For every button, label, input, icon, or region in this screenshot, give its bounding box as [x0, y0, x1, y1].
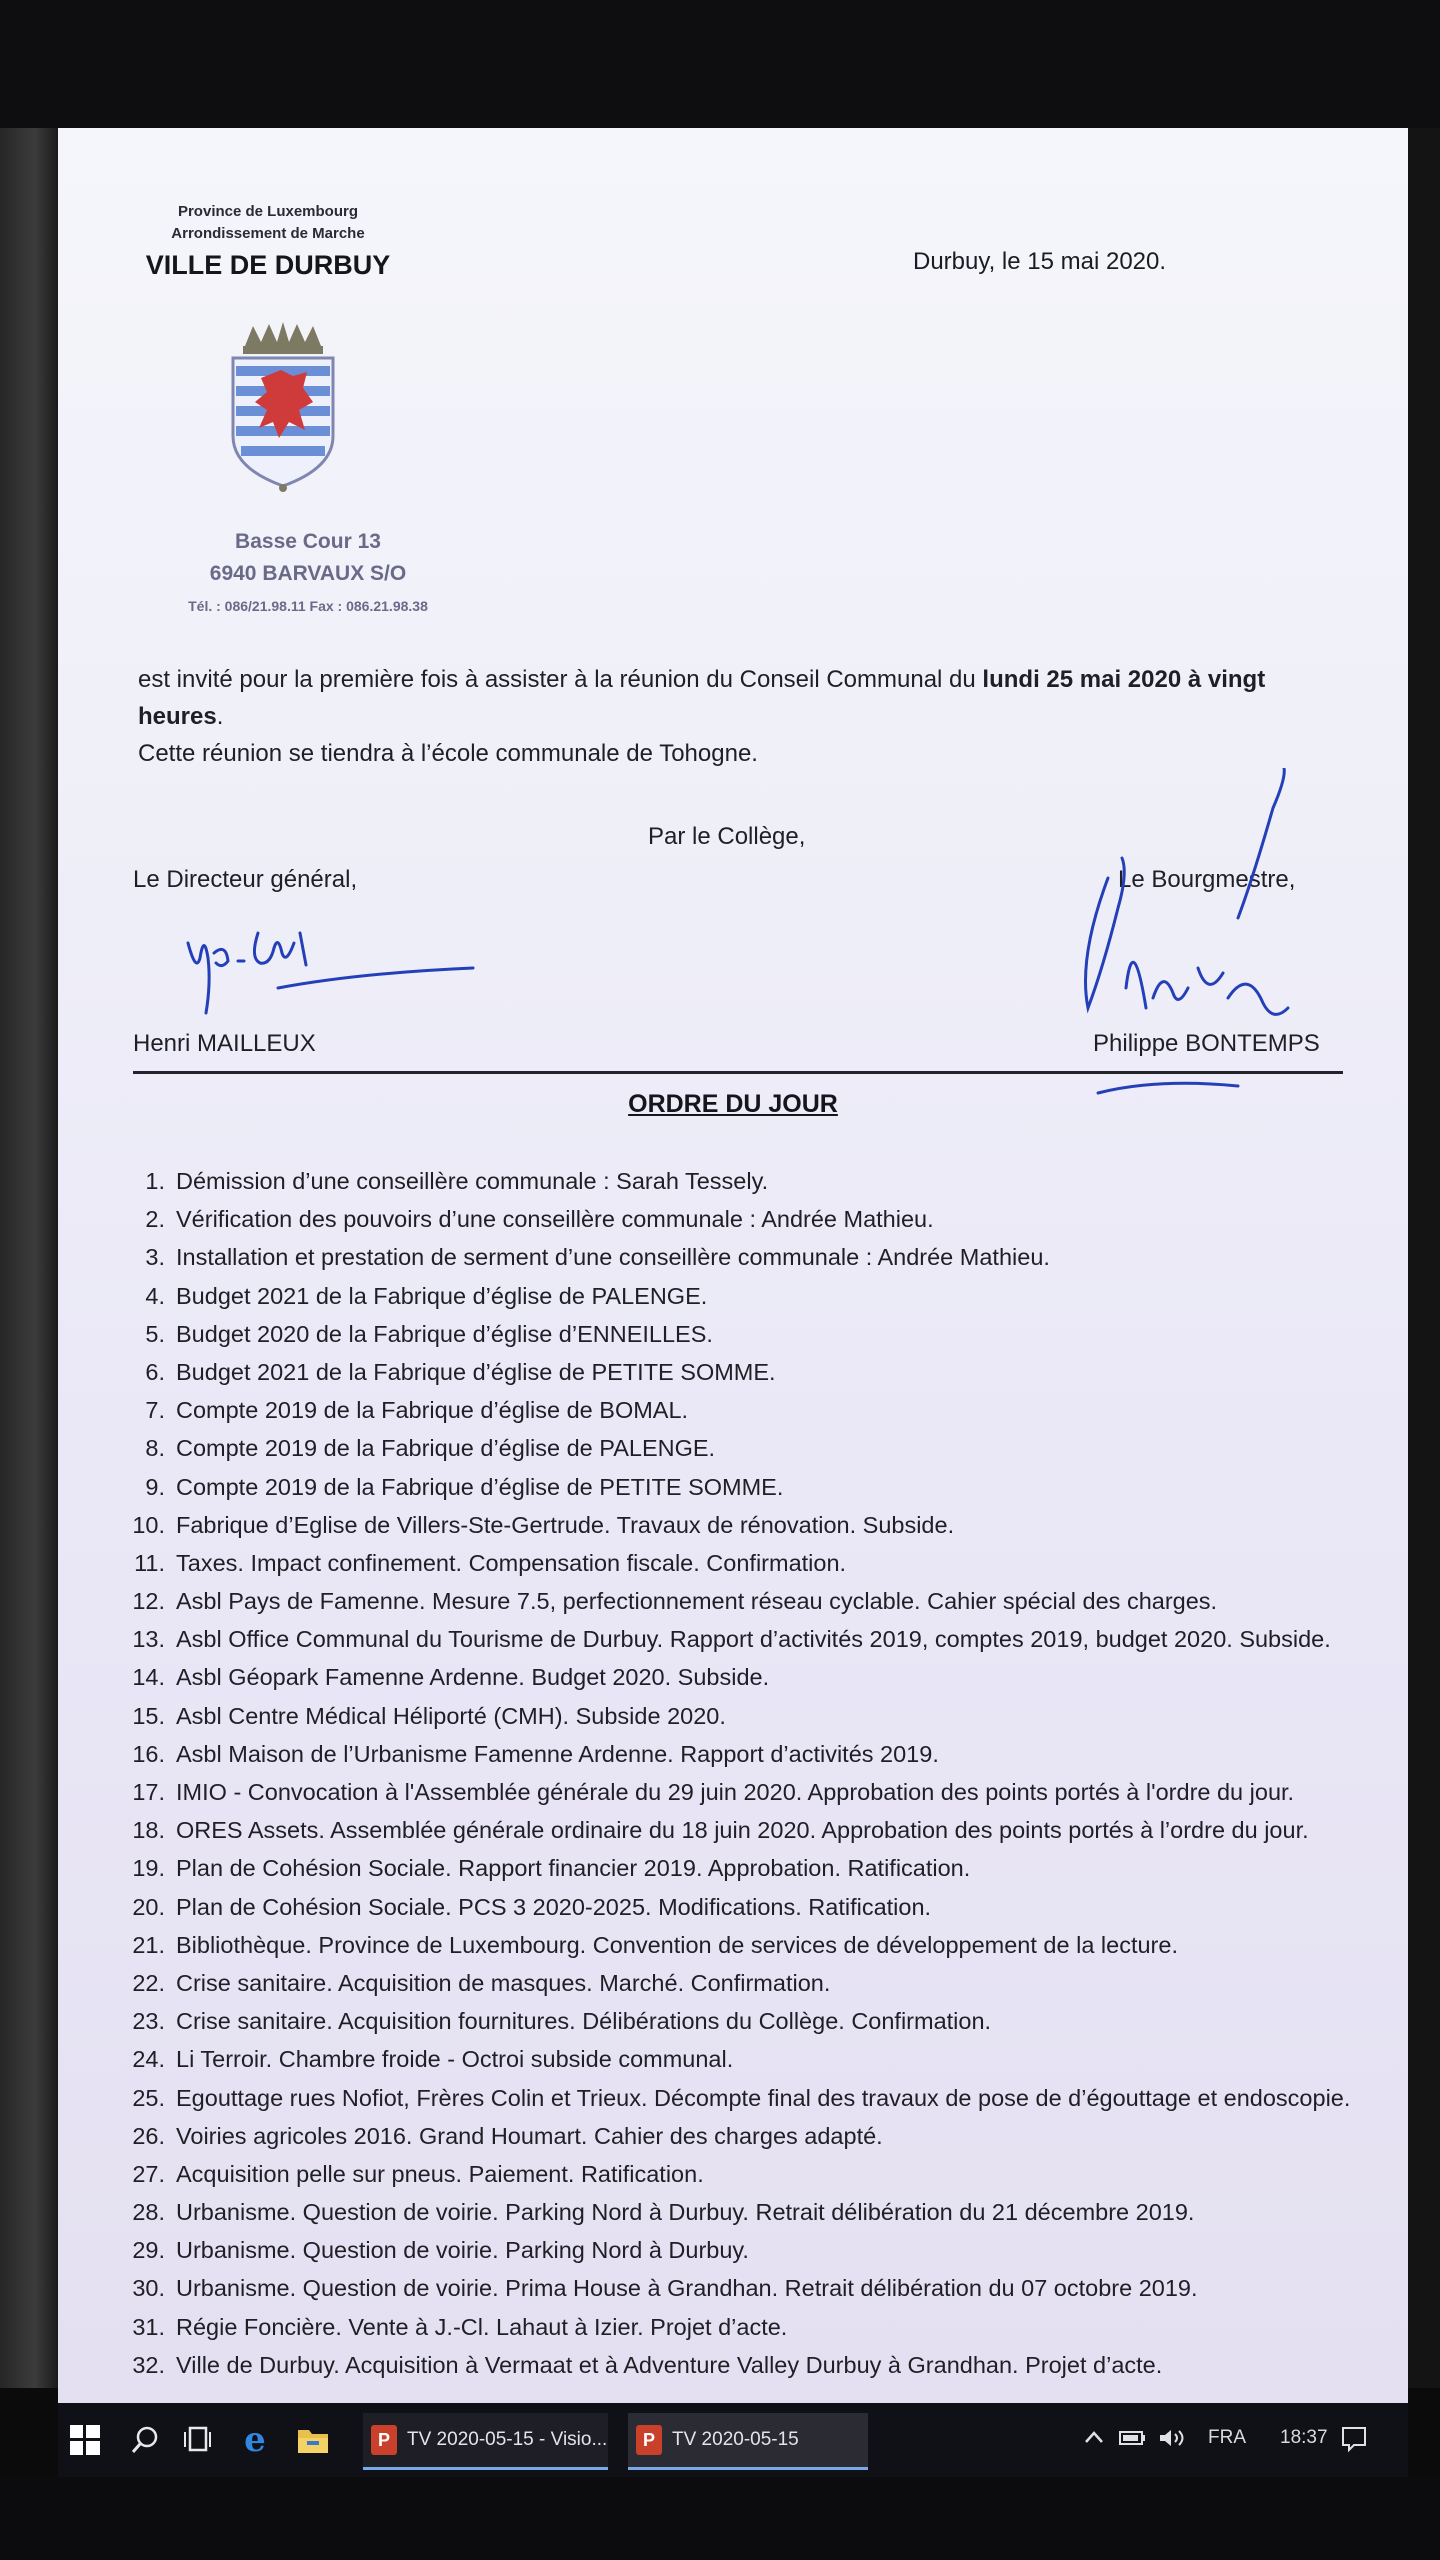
meeting-location: Cette réunion se tiendra à l’école communale de Tohogne.	[138, 740, 758, 767]
agenda-item-text: Démission d’une conseillère communale : Sarah Tessely.	[176, 1168, 769, 1194]
document-viewer	[58, 128, 1408, 2403]
agenda-item-number: 21.	[132, 1931, 165, 1958]
clock[interactable]: 18:37	[1280, 2427, 1328, 2448]
file-explorer-icon[interactable]	[296, 2423, 330, 2457]
agenda-item-number: 31.	[132, 2313, 165, 2340]
agenda-item-text: Acquisition pelle sur pneus. Paiement. Ratification.	[176, 2160, 704, 2187]
letterhead-province: Province de Luxembourg	[177, 203, 359, 220]
agenda-item-number: 4.	[145, 1282, 165, 1309]
agenda-item-number: 20.	[132, 1893, 165, 1920]
letterhead-ville: VILLE DE DURBUY	[145, 250, 391, 280]
agenda-item-text: Budget 2021 de la Fabrique d’église de PETITE SOMME.	[176, 1358, 776, 1385]
agenda-item-number: 18.	[132, 1817, 165, 1844]
agenda-item-number: 10.	[132, 1511, 165, 1538]
agenda-item-number: 15.	[132, 1702, 165, 1729]
monitor-side-right	[1408, 128, 1440, 2388]
agenda-item-number: 26.	[132, 2122, 165, 2149]
invitation-line-1	[138, 666, 1265, 694]
agenda-item	[58, 1283, 1408, 1321]
agenda-item	[58, 2008, 1408, 2046]
agenda-item-number: 7.	[145, 1397, 165, 1424]
agenda-item-text: Taxes. Impact confinement. Compensation fiscale. Confirmation.	[176, 1549, 847, 1576]
agenda-item	[58, 1321, 1408, 1359]
agenda-item-text: Urbanisme. Question de voirie. Parking Nord à Durbuy. Retrait délibération du 21 décembre 2019.	[176, 2199, 1195, 2226]
agenda-item-text: Voiries agricoles 2016. Grand Houmart. Cahier des charges adapté.	[176, 2122, 883, 2149]
agenda-item-number: 24.	[132, 2046, 165, 2073]
agenda-item-number: 16.	[132, 1740, 165, 1767]
agenda-item-number: 5.	[145, 1320, 165, 1347]
taskbar-app-powerpoint-visio[interactable]	[363, 2413, 608, 2470]
agenda-item-text: Plan de Cohésion Sociale. PCS 3 2020-2025. Modifications. Ratification.	[176, 1893, 932, 1920]
monitor-side-left	[0, 128, 58, 2388]
windows-logo-icon[interactable]	[70, 2425, 100, 2455]
taskbar-app-label: TV 2020-05-15 - Visio...	[407, 2429, 608, 2450]
convocation-document	[58, 128, 1408, 2403]
agenda-item	[58, 1588, 1408, 1626]
agenda-item-text: Asbl Maison de l’Urbanisme Famenne Ardenne. Rapport d’activités 2019.	[176, 1740, 939, 1767]
director-signature	[178, 913, 488, 1023]
agenda-item-text: Ville de Durbuy. Acquisition à Vermaat et à Adventure Valley Durbuy à Grandhan. Projet d’acte.	[176, 2351, 1163, 2378]
agenda-item-text: Installation et prestation de serment d’une conseillère communale : Andrée Mathieu.	[176, 1244, 1050, 1271]
taskbar-app-label: TV 2020-05-15	[672, 2429, 799, 2450]
agenda-item-number: 32.	[132, 2351, 165, 2378]
agenda-item-number: 25.	[132, 2084, 165, 2111]
agenda-item	[58, 1397, 1408, 1435]
mayor-title: Le Bourgmestre,	[1118, 866, 1296, 893]
agenda-item-text: Asbl Géopark Famenne Ardenne. Budget 2020. Subside.	[176, 1664, 770, 1691]
agenda-item	[58, 1932, 1408, 1970]
agenda-item	[58, 2352, 1408, 2390]
agenda-title: ORDRE DU JOUR	[628, 1090, 838, 1118]
address-phones: Tél. : 086/21.98.11 Fax : 086.21.98.38	[188, 598, 428, 614]
agenda-item-number: 30.	[132, 2275, 165, 2302]
agenda-item-number: 22.	[132, 1969, 165, 1996]
agenda-item	[58, 1435, 1408, 1473]
agenda-item	[58, 1817, 1408, 1855]
agenda-item	[58, 1550, 1408, 1588]
agenda-item-text: Li Terroir. Chambre froide - Octroi subside communal.	[176, 2046, 734, 2073]
agenda-item-text: Urbanisme. Question de voirie. Parking Nord à Durbuy.	[176, 2237, 749, 2264]
agenda-item-number: 27.	[132, 2160, 165, 2187]
agenda-item	[58, 2123, 1408, 2161]
agenda-item-text: Compte 2019 de la Fabrique d’église de BOMAL.	[176, 1397, 689, 1424]
invitation-period: .	[216, 703, 224, 730]
agenda-item	[58, 1855, 1408, 1893]
volume-icon[interactable]	[1158, 2427, 1192, 2455]
agenda-item-number: 14.	[132, 1664, 165, 1691]
agenda-item-text: ORES Assets. Assemblée générale ordinaire du 18 juin 2020. Approbation des points portés à l’ordre du jour.	[176, 1817, 1309, 1844]
agenda-item-text: Egouttage rues Nofiot, Frères Colin et Trieux. Décompte final des travaux de pose de d’égouttage et endoscopie.	[176, 2084, 1351, 2111]
agenda-item-text: Budget 2021 de la Fabrique d’église de PALENGE.	[176, 1282, 708, 1309]
agenda-item-text: Urbanisme. Question de voirie. Prima House à Grandhan. Retrait délibération du 07 octobre 2019.	[176, 2275, 1198, 2302]
college-signoff: Par le Collège,	[648, 823, 806, 850]
agenda-item-text: Fabrique d’Eglise de Villers-Ste-Gertrude. Travaux de rénovation. Subside.	[176, 1511, 955, 1538]
agenda-item	[58, 2237, 1408, 2275]
search-icon[interactable]	[128, 2423, 162, 2457]
notification-icon[interactable]	[1340, 2425, 1368, 2459]
agenda-item	[58, 1894, 1408, 1932]
agenda-item	[58, 1474, 1408, 1512]
horizontal-divider	[133, 1071, 1343, 1074]
agenda-item-number: 8.	[145, 1435, 165, 1462]
agenda-item-text: Crise sanitaire. Acquisition fournitures. Délibérations du Collège. Confirmation.	[176, 2008, 992, 2035]
agenda-item-text: Compte 2019 de la Fabrique d’église de PALENGE.	[176, 1435, 716, 1462]
agenda-item	[58, 1664, 1408, 1702]
address-street: Basse Cour 13	[235, 530, 381, 553]
language-indicator[interactable]: FRA	[1208, 2427, 1246, 2448]
meeting-hour: heures	[138, 703, 217, 730]
agenda-item	[58, 2085, 1408, 2123]
monitor-bezel-top	[0, 0, 1440, 128]
agenda-item-text: Bibliothèque. Province de Luxembourg. Convention de services de développement de la lecture.	[176, 1931, 1178, 1958]
agenda-item-number: 29.	[132, 2237, 165, 2264]
agenda-item-number: 2.	[145, 1206, 165, 1233]
agenda-item	[58, 1168, 1408, 1206]
agenda-item-number: 28.	[132, 2199, 165, 2226]
director-name: Henri MAILLEUX	[133, 1030, 316, 1057]
chevron-up-icon[interactable]	[1083, 2427, 1105, 2455]
coat-of-arms-icon	[223, 318, 343, 493]
agenda-item-text: Asbl Pays de Famenne. Mesure 7.5, perfectionnement réseau cyclable. Cahier spécial des charges.	[176, 1588, 1218, 1615]
agenda-item-text: Budget 2020 de la Fabrique d’église d’ENNEILLES.	[176, 1320, 713, 1347]
agenda-item-text: Régie Foncière. Vente à J.-Cl. Lahaut à Izier. Projet d’acte.	[176, 2313, 788, 2340]
director-title: Le Directeur général,	[133, 866, 358, 893]
agenda-item	[58, 2199, 1408, 2237]
agenda-item	[58, 1206, 1408, 1244]
agenda-item	[58, 1512, 1408, 1550]
agenda-item	[58, 1970, 1408, 2008]
powerpoint-icon: P	[636, 2425, 662, 2455]
agenda-item	[58, 2161, 1408, 2199]
agenda-item-text: IMIO - Convocation à l'Assemblée générale du 29 juin 2020. Approbation des points portés à l'ordre du jour.	[176, 1779, 1295, 1805]
windows-taskbar	[58, 2403, 1408, 2477]
agenda-item	[58, 1244, 1408, 1282]
agenda-item-number: 12.	[132, 1588, 165, 1615]
agenda-item-number: 11.	[134, 1549, 165, 1576]
taskbar-app-powerpoint[interactable]	[628, 2413, 868, 2470]
agenda-item-number: 19.	[132, 1855, 165, 1882]
agenda-item	[58, 2275, 1408, 2313]
invitation-text: est invité pour la première fois à assister à la réunion du Conseil Communal du	[138, 666, 983, 693]
agenda-list	[58, 1168, 1408, 2390]
agenda-item-number: 6.	[145, 1358, 165, 1385]
mayor-name: Philippe BONTEMPS	[1093, 1030, 1320, 1057]
agenda-item	[58, 2046, 1408, 2084]
agenda-item-text: Asbl Centre Médical Héliporté (CMH). Subside 2020.	[176, 1702, 726, 1729]
agenda-item-number: 9.	[145, 1473, 165, 1500]
agenda-item	[58, 1703, 1408, 1741]
powerpoint-icon: P	[371, 2425, 397, 2455]
meeting-date: lundi 25 mai 2020 à vingt	[982, 666, 1266, 693]
agenda-item-number: 3.	[145, 1244, 165, 1271]
agenda-item-text: Crise sanitaire. Acquisition de masques. Marché. Confirmation.	[176, 1969, 831, 1996]
task-view-icon[interactable]	[180, 2423, 214, 2457]
battery-icon[interactable]	[1118, 2427, 1148, 2455]
monitor-bezel-bottom	[0, 2477, 1440, 2560]
agenda-item	[58, 1359, 1408, 1397]
agenda-item	[58, 1741, 1408, 1779]
agenda-item-number: 13.	[132, 1626, 165, 1653]
document-date: Durbuy, le 15 mai 2020.	[913, 248, 1167, 275]
edge-browser-icon[interactable]: e	[244, 2420, 266, 2460]
agenda-item-number: 1.	[145, 1168, 165, 1194]
address-city: 6940 BARVAUX S/O	[209, 562, 407, 585]
agenda-item-text: Compte 2019 de la Fabrique d’église de PETITE SOMME.	[176, 1473, 784, 1500]
letterhead-arrondissement: Arrondissement de Marche	[171, 225, 365, 242]
invitation-line-2	[138, 703, 223, 731]
agenda-item	[58, 1626, 1408, 1664]
agenda-item-text: Asbl Office Communal du Tourisme de Durbuy. Rapport d’activités 2019, comptes 2019, budget 2020. Subside.	[176, 1626, 1331, 1653]
agenda-item	[58, 1779, 1408, 1817]
agenda-item-number: 17.	[132, 1779, 165, 1805]
agenda-item	[58, 2314, 1408, 2352]
agenda-item-text: Vérification des pouvoirs d’une conseillère communale : Andrée Mathieu.	[176, 1206, 934, 1233]
agenda-item-number: 23.	[132, 2008, 165, 2035]
agenda-item-text: Plan de Cohésion Sociale. Rapport financier 2019. Approbation. Ratification.	[176, 1855, 971, 1882]
